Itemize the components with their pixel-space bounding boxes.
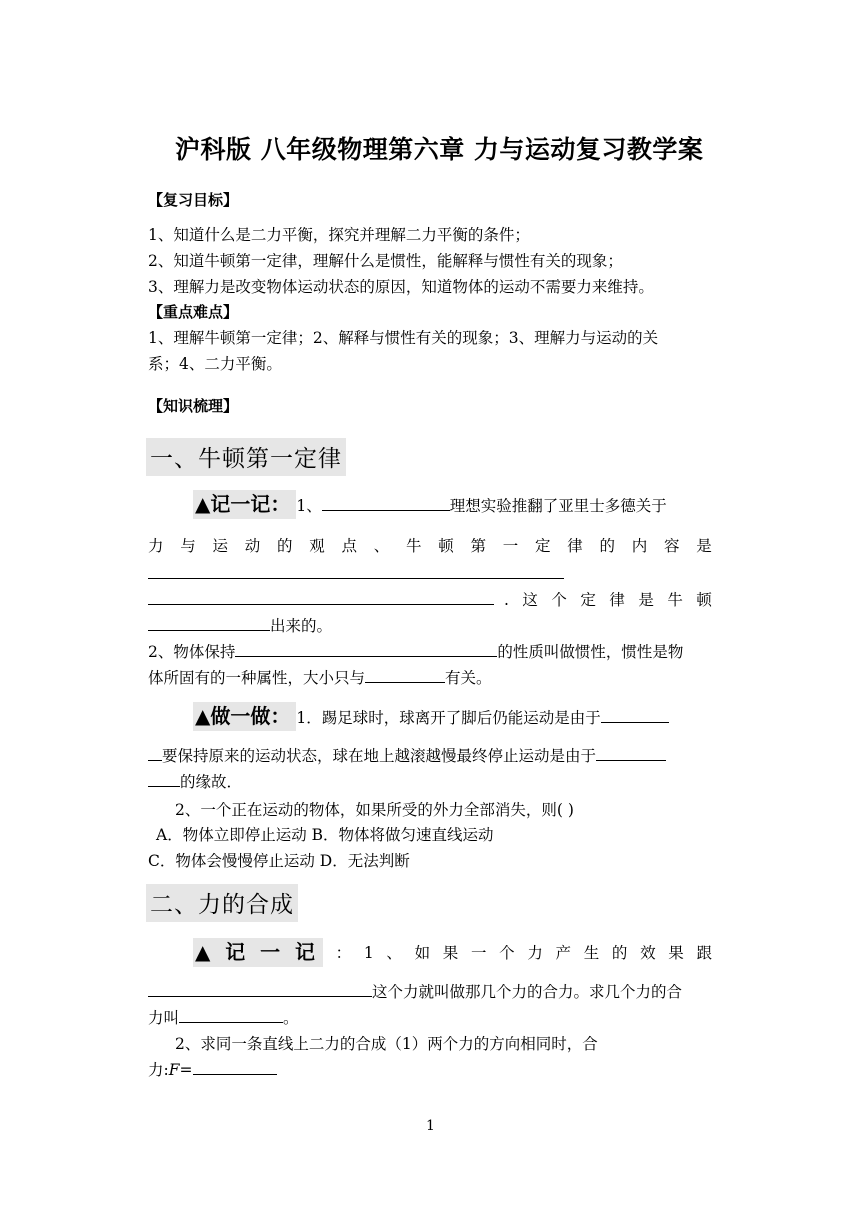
blank-law-content-2[interactable] [148,588,494,605]
objective-3: 3、理解力是改变物体运动状态的原因，知道物体的运动不需要力来维持。 [148,278,654,296]
remember-line-4: . 这 个 定 律 是 牛 顿 [148,588,712,612]
options-line-2: C．物体会慢慢停止运动 D．无法判断 [148,852,410,870]
s2-item2-line-1: 2、求同一条直线上二力的合成（1）两个力的方向相同时，合 [175,1035,598,1053]
s2-remember-line-1: ▲ 记 一 记 ： 1 、 如 果 一 个 力 产 生 的 效 果 跟 [193,938,712,967]
inertia-line-2: 体所固有的一种属性，大小只与 有关。 [148,666,492,690]
key-points-label: 【重点难点】 [148,303,239,321]
blank-law-content-1[interactable] [148,578,564,579]
objective-1: 1、知道什么是二力平衡，探究并理解二力平衡的条件； [148,226,530,244]
key-points-line-1: 1、理解牛顿第一定律；2、解释与惯性有关的现象；3、理解力与运动的关 [148,329,659,347]
blank-inertia-state[interactable] [235,640,497,657]
section-heading-newton: 一、牛顿第一定律 [146,438,346,476]
blank-football-1-cont[interactable] [148,744,162,761]
s2-remember-marker: ▲ 记 一 记 [193,938,323,967]
page-number: 1 [426,1118,435,1134]
options-line-1: A．物体立即停止运动 B．物体将做匀速直线运动 [156,826,494,844]
blank-derived-by[interactable] [148,614,270,631]
blank-same-effect[interactable] [148,980,372,997]
do-line-3: 的缘故． [148,770,242,794]
inertia-line-1: 2、物体保持 的性质叫做惯性，惯性是物 [148,640,683,664]
document-title: 沪科版 八年级物理第六章 力与运动复习教学案 [175,135,704,164]
blank-football-2-cont[interactable] [148,770,180,787]
blank-football-1[interactable] [601,706,669,723]
s2-item2-line-2: 力:F= [148,1058,277,1082]
remember-line-5: 出来的。 [148,614,332,638]
objective-2: 2、知道牛顿第一定律，理解什么是惯性，能解释与惯性有关的现象； [148,252,623,270]
blank-football-2[interactable] [596,744,666,761]
s2-remember-line-3: 力叫 。 [148,1006,299,1030]
do-marker: ▲做一做： [193,702,296,731]
remember-line-2: 力 与 运 动 的 观 点 、 牛 顿 第 一 定 律 的 内 容 是 [148,537,712,555]
blank-inertia-depends[interactable] [365,666,445,683]
remember-marker: ▲记一记： [193,490,296,519]
blank-composition-term[interactable] [179,1006,283,1023]
section-heading-composition: 二、力的合成 [146,884,298,922]
question-2: 2、一个正在运动的物体，如果所受的外力全部消失，则( ) [175,801,574,819]
knowledge-label: 【知识梳理】 [148,397,239,415]
blank-resultant-force[interactable] [193,1058,277,1075]
objectives-label: 【复习目标】 [148,191,239,209]
s2-remember-line-2: 这个力就叫做那几个力的合力。求几个力的合 [148,980,682,1004]
do-line-2: 要保持原来的运动状态，球在地上越滚越慢最终停止运动是由于 [148,744,666,768]
remember-line-1: ▲记一记： 1、 理想实验推翻了亚里士多德关于 [193,492,667,518]
key-points-line-2: 系；4、二力平衡。 [148,355,282,373]
do-line-1: ▲做一做： 1．踢足球时，球离开了脚后仍能运动是由于 [193,704,669,730]
blank-experiment[interactable] [322,494,450,511]
